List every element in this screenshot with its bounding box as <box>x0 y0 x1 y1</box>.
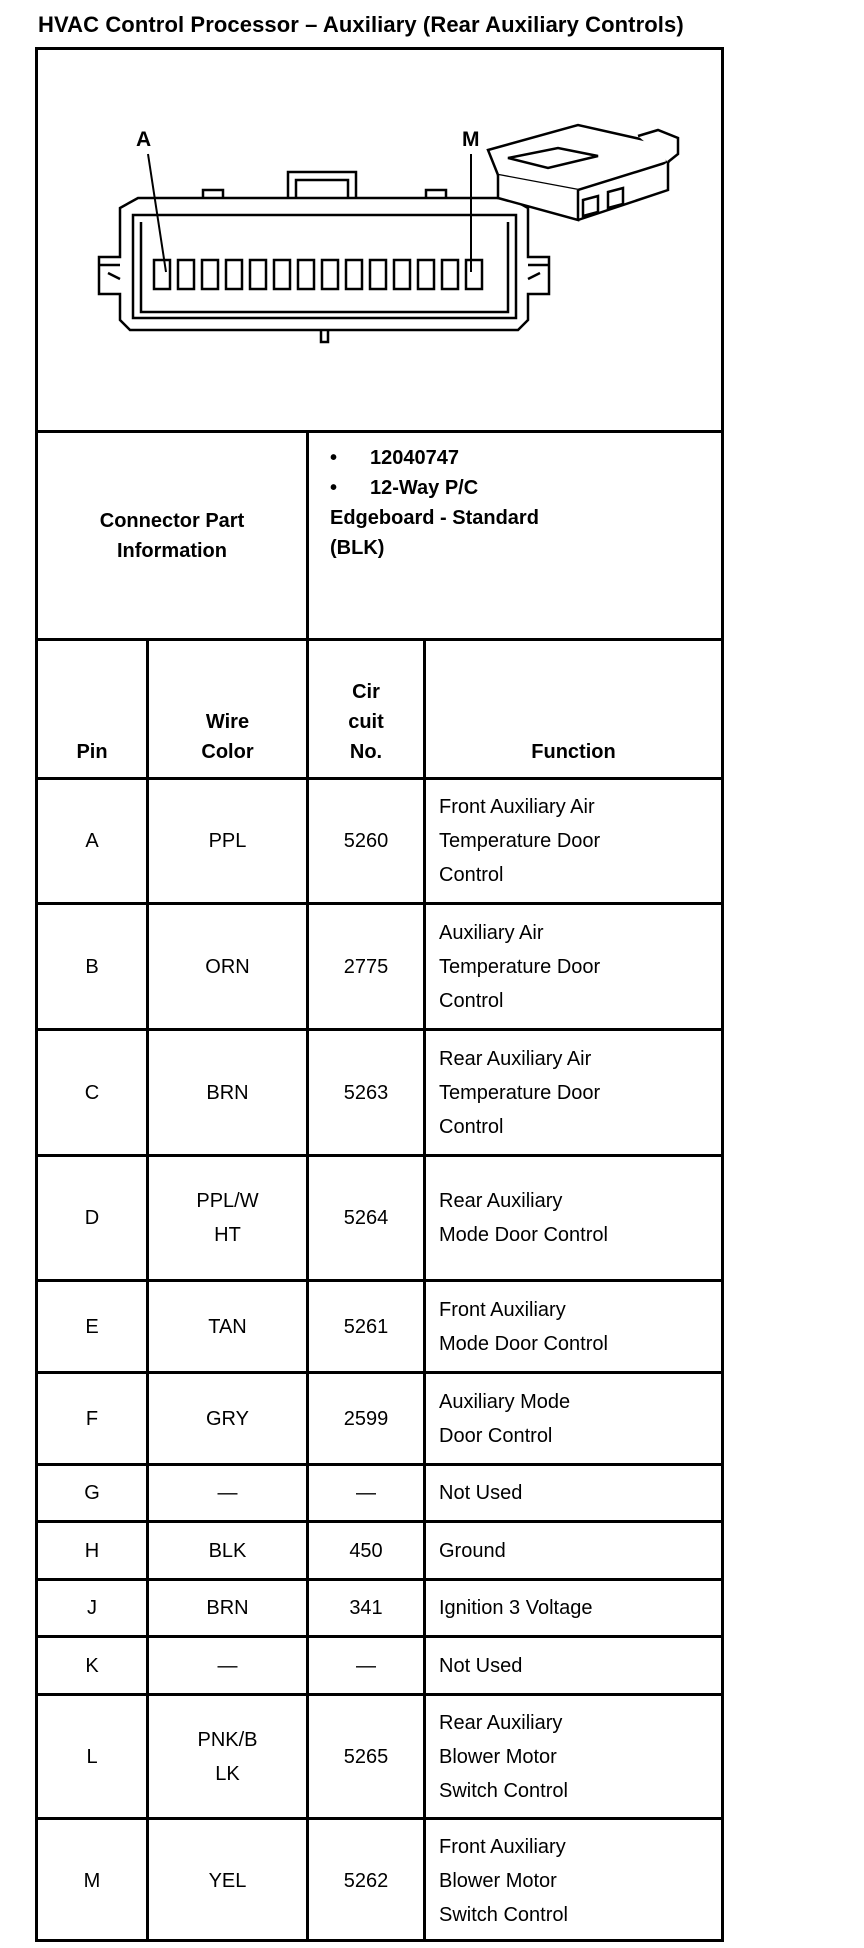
table-row <box>38 1157 721 1282</box>
part-number: 12040747 <box>370 447 459 469</box>
function-cell: Not Used <box>439 1654 523 1677</box>
circuit-cell: — <box>309 1638 426 1693</box>
wire-color-cell: PPL <box>149 780 309 902</box>
header-function: Function <box>531 741 616 763</box>
table-row <box>38 1523 721 1581</box>
circuit-cell: 5261 <box>309 1282 426 1371</box>
label-pin-m: M <box>462 128 480 151</box>
connector-type: 12-Way P/C <box>370 477 479 499</box>
circuit-cell: 2599 <box>309 1374 426 1463</box>
connector-part-information <box>38 433 721 641</box>
function-cell: Ignition 3 Voltage <box>439 1597 593 1619</box>
function-cell: Rear Auxiliary Air Temperature Door Control <box>439 1047 601 1138</box>
table-row <box>38 780 721 905</box>
connector-color: (BLK) <box>330 537 385 559</box>
circuit-cell: 5264 <box>309 1157 426 1279</box>
header-circuit-no: Cir cuit No. <box>309 641 426 777</box>
pin-cell: D <box>38 1157 149 1279</box>
circuit-cell: — <box>309 1466 426 1520</box>
wire-color-cell: BRN <box>149 1031 309 1154</box>
wire-color-cell: GRY <box>149 1374 309 1463</box>
circuit-cell: 450 <box>309 1523 426 1578</box>
header-wire-color: Wire Color <box>149 641 309 777</box>
connector-info-label: Connector Part Information <box>38 433 309 638</box>
table-row <box>38 1031 721 1157</box>
function-cell: Front Auxiliary Blower Motor Switch Control <box>439 1836 568 1926</box>
connector-info-value: • 12040747 • 12-Way P/C Edgeboard - Standard (BLK) <box>330 443 720 563</box>
connector-sheet <box>35 47 724 1942</box>
pin-cell: C <box>38 1031 149 1154</box>
pin-cell: L <box>38 1696 149 1817</box>
function-cell: Front Auxiliary Mode Door Control <box>439 1298 608 1355</box>
header-pin: Pin <box>38 641 149 777</box>
wire-color-cell: — <box>149 1638 309 1693</box>
wire-color-cell: PNK/B LK <box>149 1696 309 1817</box>
pin-cell: J <box>38 1581 149 1635</box>
label-pin-a: A <box>136 128 152 151</box>
circuit-cell: 5262 <box>309 1820 426 1942</box>
pin-cell: M <box>38 1820 149 1942</box>
wire-color-cell: PPL/W HT <box>149 1157 309 1279</box>
table-row <box>38 1282 721 1374</box>
table-row <box>38 1374 721 1466</box>
function-cell: Rear Auxiliary Mode Door Control <box>439 1190 608 1246</box>
function-cell: Ground <box>439 1539 506 1562</box>
circuit-cell: 2775 <box>309 905 426 1028</box>
function-cell: Front Auxiliary Air Temperature Door Control <box>439 796 601 886</box>
table-row <box>38 1581 721 1638</box>
table-row <box>38 1820 721 1942</box>
table-row <box>38 1466 721 1523</box>
circuit-cell: 341 <box>309 1581 426 1635</box>
pin-cell: E <box>38 1282 149 1371</box>
connector-style: Edgeboard - Standard <box>330 507 539 529</box>
function-cell: Auxiliary Air Temperature Door Control <box>439 921 601 1012</box>
table-row <box>38 905 721 1031</box>
table-header <box>38 641 721 780</box>
wire-color-cell: BLK <box>149 1523 309 1578</box>
pin-cell: F <box>38 1374 149 1463</box>
circuit-cell: 5265 <box>309 1696 426 1817</box>
pin-cell: G <box>38 1466 149 1520</box>
wire-color-cell: TAN <box>149 1282 309 1371</box>
table-row <box>38 1696 721 1820</box>
function-cell: Auxiliary Mode Door Control <box>439 1390 571 1447</box>
pin-cell: A <box>38 780 149 902</box>
pin-cell: H <box>38 1523 149 1578</box>
connector-face-drawing <box>38 50 721 430</box>
pin-cell: B <box>38 905 149 1028</box>
wire-color-cell: — <box>149 1466 309 1520</box>
table-row <box>38 1638 721 1696</box>
function-cell: Rear Auxiliary Blower Motor Switch Control <box>439 1711 568 1802</box>
function-cell: Not Used <box>439 1482 523 1504</box>
pin-cell: K <box>38 1638 149 1693</box>
wire-color-cell: ORN <box>149 905 309 1028</box>
page-title: HVAC Control Processor – Auxiliary (Rear Auxiliary Controls) <box>38 12 684 37</box>
connector-diagram <box>38 50 721 433</box>
circuit-cell: 5260 <box>309 780 426 902</box>
circuit-cell: 5263 <box>309 1031 426 1154</box>
wire-color-cell: BRN <box>149 1581 309 1635</box>
wire-color-cell: YEL <box>149 1820 309 1942</box>
